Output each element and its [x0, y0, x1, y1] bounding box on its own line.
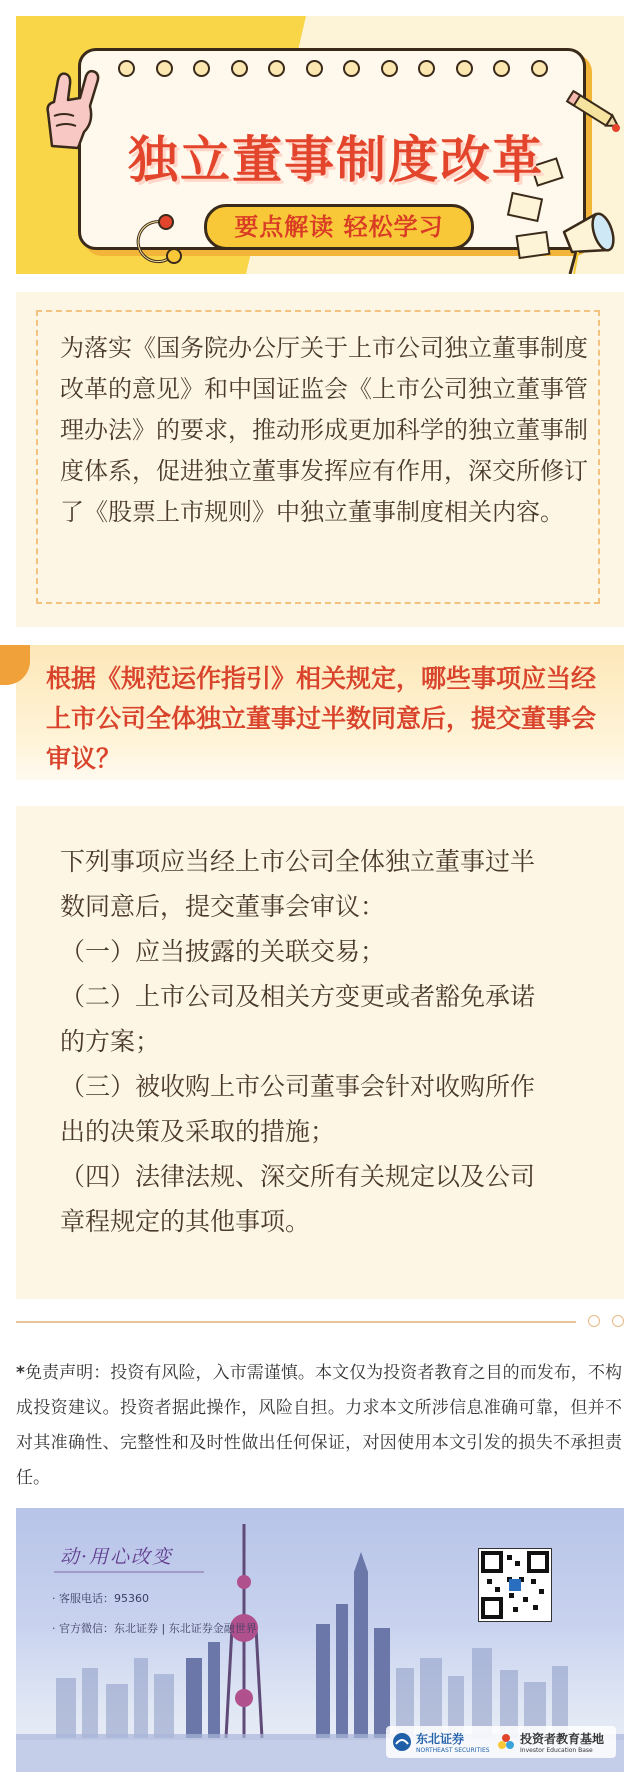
disclaimer-star: *	[16, 1363, 25, 1383]
banner-title: 独立董事制度改革	[128, 131, 544, 189]
answer-line: 数同意后，提交董事会审议：	[60, 892, 386, 921]
answer-line: （三）被收购上市公司董事会针对收购所作	[60, 1072, 536, 1101]
ring-icon	[193, 60, 210, 77]
ring-icon	[118, 60, 135, 77]
ring-icon	[418, 60, 435, 77]
investor-education-logo-icon	[496, 1732, 516, 1752]
slogan-underline	[54, 1570, 204, 1574]
ring-icon	[231, 60, 248, 77]
disclaimer	[16, 1356, 622, 1496]
northeast-securities-logo-icon	[392, 1732, 412, 1752]
ring-icon	[306, 60, 323, 77]
footer-wechat: · 官方微信：东北证券 | 东北证券金融世界	[52, 1622, 257, 1635]
logo-right-sub: Investor Education Base	[520, 1747, 593, 1754]
logo-right-text: 投资者教育基地	[520, 1732, 605, 1746]
ring-icon	[531, 60, 548, 77]
section-divider	[16, 1321, 576, 1323]
header-banner	[16, 16, 624, 274]
answer-line: 的方案；	[60, 1027, 161, 1056]
footer-hotline: · 客服电话：95360	[52, 1592, 149, 1605]
footer-slogan: 动·用心改变	[60, 1546, 174, 1568]
answer-line: 下列事项应当经上市公司全体独立董事过半	[60, 847, 536, 876]
intro-text: 为落实《国务院办公厅关于上市公司独立董事制度改革的意见》和中国证监会《上市公司独立董事管理办法》的要求，推动形成更加科学的独立董事制度体系，促进独立董事发挥应有作用，深交所修订了《股票上市规则》中独立董事制度相关内容。	[60, 334, 588, 526]
footer-banner	[16, 1508, 624, 1772]
divider-dot-icon	[612, 1315, 624, 1327]
answer-line: （四）法律法规、深交所有关规定以及公司	[60, 1162, 536, 1191]
ring-icon	[381, 60, 398, 77]
answer-card	[16, 806, 624, 1299]
intro-card	[16, 292, 624, 627]
question-marker-icon	[0, 645, 30, 685]
footer-logos	[386, 1726, 616, 1758]
ring-icon	[493, 60, 510, 77]
pencil-icon	[564, 86, 624, 136]
disclaimer-text: 免责声明：投资有风险，入市需谨慎。本文仅为投资者教育之目的而发布，不构成投资建议。投资者据此操作，风险自担。力求本文所涉信息准确可靠，但并不对其准确性、完整性和及时性做出任何保证，对因使用本文引发的损失不承担责任。	[16, 1363, 622, 1488]
logo-left-sub: NORTHEAST SECURITIES	[416, 1747, 490, 1754]
ring-icon	[268, 60, 285, 77]
question-text: 根据《规范运作指引》相关规定，哪些事项应当经上市公司全体独立董事过半数同意后，提交董事会审议？	[46, 664, 597, 773]
ring-icon	[456, 60, 473, 77]
qr-code-icon	[478, 1548, 552, 1622]
megaphone-icon	[556, 202, 624, 274]
banner-subtitle-pill: 要点解读 轻松学习	[204, 204, 474, 250]
logo-left-text: 东北证券	[416, 1732, 465, 1746]
answer-line: 章程规定的其他事项。	[60, 1207, 311, 1236]
notebook-rings	[118, 60, 548, 77]
divider-dot-icon	[588, 1315, 600, 1327]
answer-line: （二）上市公司及相关方变更或者豁免承诺	[60, 982, 536, 1011]
swirl-icon	[128, 212, 188, 272]
question-section	[16, 645, 624, 780]
answer-line: 出的决策及采取的措施；	[60, 1117, 336, 1146]
answer-line: （一）应当披露的关联交易；	[60, 937, 386, 966]
rock-hand-icon	[34, 66, 114, 156]
ring-icon	[156, 60, 173, 77]
ring-icon	[343, 60, 360, 77]
